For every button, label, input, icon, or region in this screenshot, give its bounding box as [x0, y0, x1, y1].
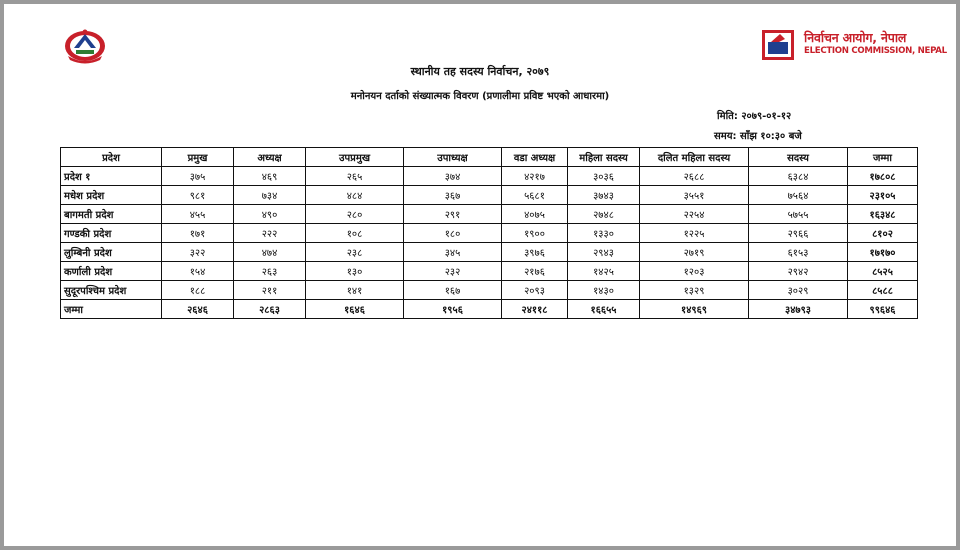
table-cell: १४१	[306, 281, 404, 300]
table-cell: २११	[234, 281, 306, 300]
table-cell: १२०३	[640, 262, 749, 281]
column-header: प्रमुख	[162, 148, 234, 167]
commission-name-english: ELECTION COMMISSION, NEPAL	[804, 46, 947, 56]
table-cell: ४५५	[162, 205, 234, 224]
province-name: सुदूरपश्चिम प्रदेश	[61, 281, 162, 300]
page-title: स्थानीय तह सदस्य निर्वाचन, २०७९	[410, 65, 550, 78]
table-cell: २७१९	[640, 243, 749, 262]
total-cell: १४९६९	[640, 300, 749, 319]
table-cell: २१७६	[502, 262, 568, 281]
column-header: उपाध्यक्ष	[404, 148, 502, 167]
province-name: प्रदेश १	[61, 167, 162, 186]
table-cell: ९८१	[162, 186, 234, 205]
table-cell: ४९०	[234, 205, 306, 224]
table-cell: २३८	[306, 243, 404, 262]
table-cell: ३६७	[404, 186, 502, 205]
table-cell: २७४८	[568, 205, 640, 224]
table-cell: ४६९	[234, 167, 306, 186]
column-header: उपप्रमुख	[306, 148, 404, 167]
total-cell: १९५६	[404, 300, 502, 319]
table-cell: १३३०	[568, 224, 640, 243]
province-name: लुम्बिनी प्रदेश	[61, 243, 162, 262]
total-label: जम्मा	[61, 300, 162, 319]
table-row	[61, 167, 918, 186]
table-cell: ५६८१	[502, 186, 568, 205]
table-row	[61, 281, 918, 300]
table-cell: २९१	[404, 205, 502, 224]
total-cell: ९९६४६	[848, 300, 918, 319]
table-row	[61, 262, 918, 281]
column-header: जम्मा	[848, 148, 918, 167]
table-cell: १०८	[306, 224, 404, 243]
table-cell: २९४३	[568, 243, 640, 262]
table-cell: ४२१७	[502, 167, 568, 186]
row-total-cell: १७१७०	[848, 243, 918, 262]
table-cell: २६३	[234, 262, 306, 281]
report-time: समय: साँझ १०:३० बजे	[714, 131, 802, 142]
document-page	[4, 4, 956, 546]
table-cell: ३०२९	[749, 281, 848, 300]
election-commission-logo	[762, 30, 947, 64]
total-cell: २८६३	[234, 300, 306, 319]
province-name: मधेश प्रदेश	[61, 186, 162, 205]
column-header: अध्यक्ष	[234, 148, 306, 167]
province-name: गण्डकी प्रदेश	[61, 224, 162, 243]
row-total-cell: १७८०८	[848, 167, 918, 186]
table-cell: २२२	[234, 224, 306, 243]
table-header-row	[61, 148, 918, 167]
column-header: महिला सदस्य	[568, 148, 640, 167]
table-row	[61, 224, 918, 243]
table-cell: ४०७५	[502, 205, 568, 224]
nomination-table	[60, 147, 918, 319]
table-cell: २६८८	[640, 167, 749, 186]
report-date: मिति: २०७९-०१-१२	[717, 111, 792, 122]
commission-name-nepali: निर्वाचन आयोग, नेपाल	[804, 30, 907, 45]
row-total-cell: १६३४८	[848, 205, 918, 224]
province-name: बागमती प्रदेश	[61, 205, 162, 224]
table-cell: ३७४३	[568, 186, 640, 205]
table-cell: ६३८४	[749, 167, 848, 186]
table-cell: २३२	[404, 262, 502, 281]
page-subtitle: मनोनयन दर्ताको संख्यात्मक विवरण (प्रणालीमा प्रविष्ट भएको आधारमा)	[350, 91, 610, 102]
total-row	[61, 300, 918, 319]
column-header: वडा अध्यक्ष	[502, 148, 568, 167]
table-cell: १९००	[502, 224, 568, 243]
total-cell: ३४७९३	[749, 300, 848, 319]
table-cell: १६७	[404, 281, 502, 300]
table-cell: ४७४	[234, 243, 306, 262]
table-cell: २९६६	[749, 224, 848, 243]
table-cell: ३९७६	[502, 243, 568, 262]
nepal-emblem-logo	[62, 26, 108, 64]
table-row	[61, 186, 918, 205]
column-header: दलित महिला सदस्य	[640, 148, 749, 167]
table-cell: १४३०	[568, 281, 640, 300]
table-cell: ३४५	[404, 243, 502, 262]
table-cell: २२५४	[640, 205, 749, 224]
table-cell: ७३४	[234, 186, 306, 205]
total-cell: २४११८	[502, 300, 568, 319]
row-total-cell: ८५२५	[848, 262, 918, 281]
table-cell: १८०	[404, 224, 502, 243]
table-cell: ३०३६	[568, 167, 640, 186]
table-cell: १७१	[162, 224, 234, 243]
table-cell: १८८	[162, 281, 234, 300]
table-cell: २६५	[306, 167, 404, 186]
province-name: कर्णाली प्रदेश	[61, 262, 162, 281]
table-cell: १२२५	[640, 224, 749, 243]
total-cell: २६४६	[162, 300, 234, 319]
column-header: सदस्य	[749, 148, 848, 167]
table-cell: १३०	[306, 262, 404, 281]
table-cell: २९४२	[749, 262, 848, 281]
row-total-cell: २३१०५	[848, 186, 918, 205]
table-cell: १५४	[162, 262, 234, 281]
column-header: प्रदेश	[61, 148, 162, 167]
table-cell: ३२२	[162, 243, 234, 262]
total-cell: १६६५५	[568, 300, 640, 319]
table-cell: २०९३	[502, 281, 568, 300]
table-cell: २८०	[306, 205, 404, 224]
table-cell: ७५६४	[749, 186, 848, 205]
table-cell: ३७४	[404, 167, 502, 186]
table-cell: १३२९	[640, 281, 749, 300]
row-total-cell: ८१०२	[848, 224, 918, 243]
ballot-box-icon	[762, 30, 794, 60]
table-cell: ५७५५	[749, 205, 848, 224]
table-cell: ६१५३	[749, 243, 848, 262]
table-row	[61, 243, 918, 262]
table-row	[61, 205, 918, 224]
row-total-cell: ८५८८	[848, 281, 918, 300]
table-cell: ३७५	[162, 167, 234, 186]
total-cell: १६४६	[306, 300, 404, 319]
table-cell: १४२५	[568, 262, 640, 281]
table-cell: ४८४	[306, 186, 404, 205]
table-cell: ३५५१	[640, 186, 749, 205]
